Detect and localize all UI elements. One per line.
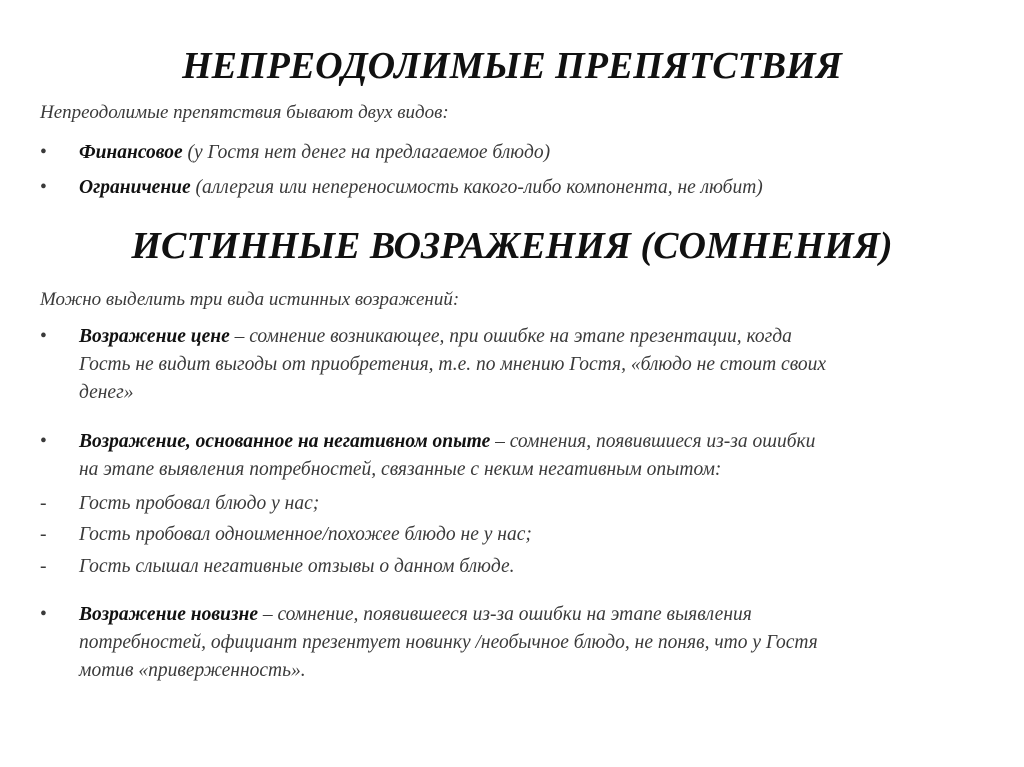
intro-obstacles: Непреодолимые препятствия бывают двух видов:	[40, 102, 449, 123]
bullet-marker: •	[40, 431, 47, 452]
term-restriction: Ограничение	[79, 177, 191, 198]
list-item-text	[79, 428, 999, 484]
bullet-marker: •	[40, 604, 47, 625]
list-item-text	[79, 323, 999, 407]
list-item-text: Гость слышал негативные отзывы о данном блюде.	[79, 556, 515, 577]
list-item-text	[79, 139, 999, 167]
term-financial: Финансовое	[79, 142, 183, 163]
text-line: мотив «приверженность».	[79, 660, 306, 681]
dash-marker: -	[40, 524, 47, 545]
text-line: потребностей, официант презентует новинку /необычное блюдо, не поняв, что у Гостя	[79, 632, 818, 653]
text-line	[79, 601, 999, 629]
desc-restriction: (аллергия или непереносимость какого-либо компонента, не любит)	[190, 177, 763, 198]
intro-objections: Можно выделить три вида истинных возражений:	[40, 289, 460, 310]
heading-true-objections: ИСТИННЫЕ ВОЗРАЖЕНИЯ (СОМНЕНИЯ)	[131, 225, 893, 267]
heading-insurmountable-obstacles: НЕПРЕОДОЛИМЫЕ ПРЕПЯТСТВИЯ	[182, 45, 842, 87]
bullet-marker: •	[40, 326, 47, 347]
text-line: денег»	[79, 382, 134, 403]
term-novelty-objection: Возражение новизне	[79, 604, 258, 625]
list-item-text: Гость пробовал одноименное/похожее блюдо не у нас;	[79, 524, 532, 545]
bullet-marker: •	[40, 142, 47, 163]
list-item-text	[79, 174, 999, 202]
text-line-part: – сомнение, появившееся из-за ошибки на этапе выявления	[258, 604, 752, 625]
term-negative-experience: Возражение, основанное на негативном опыте	[79, 431, 491, 452]
text-line-part: – сомнения, появившиеся из-за ошибки	[490, 431, 816, 452]
dash-marker: -	[40, 556, 47, 577]
dash-marker: -	[40, 493, 47, 514]
text-line: на этапе выявления потребностей, связанные с неким негативным опытом:	[79, 459, 722, 480]
text-line	[79, 323, 999, 351]
text-line	[79, 428, 999, 456]
text-line-part: – сомнение возникающее, при ошибке на этапе презентации, когда	[229, 326, 792, 347]
list-item-text: Гость пробовал блюдо у нас;	[79, 493, 320, 514]
list-item-text	[79, 601, 999, 685]
desc-financial: (у Гостя нет денег на предлагаемое блюдо)	[182, 142, 551, 163]
term-price-objection: Возражение цене	[79, 326, 230, 347]
text-line: Гость не видит выгоды от приобретения, т.е. по мнению Гостя, «блюдо не стоит своих	[79, 354, 827, 375]
bullet-marker: •	[40, 177, 47, 198]
